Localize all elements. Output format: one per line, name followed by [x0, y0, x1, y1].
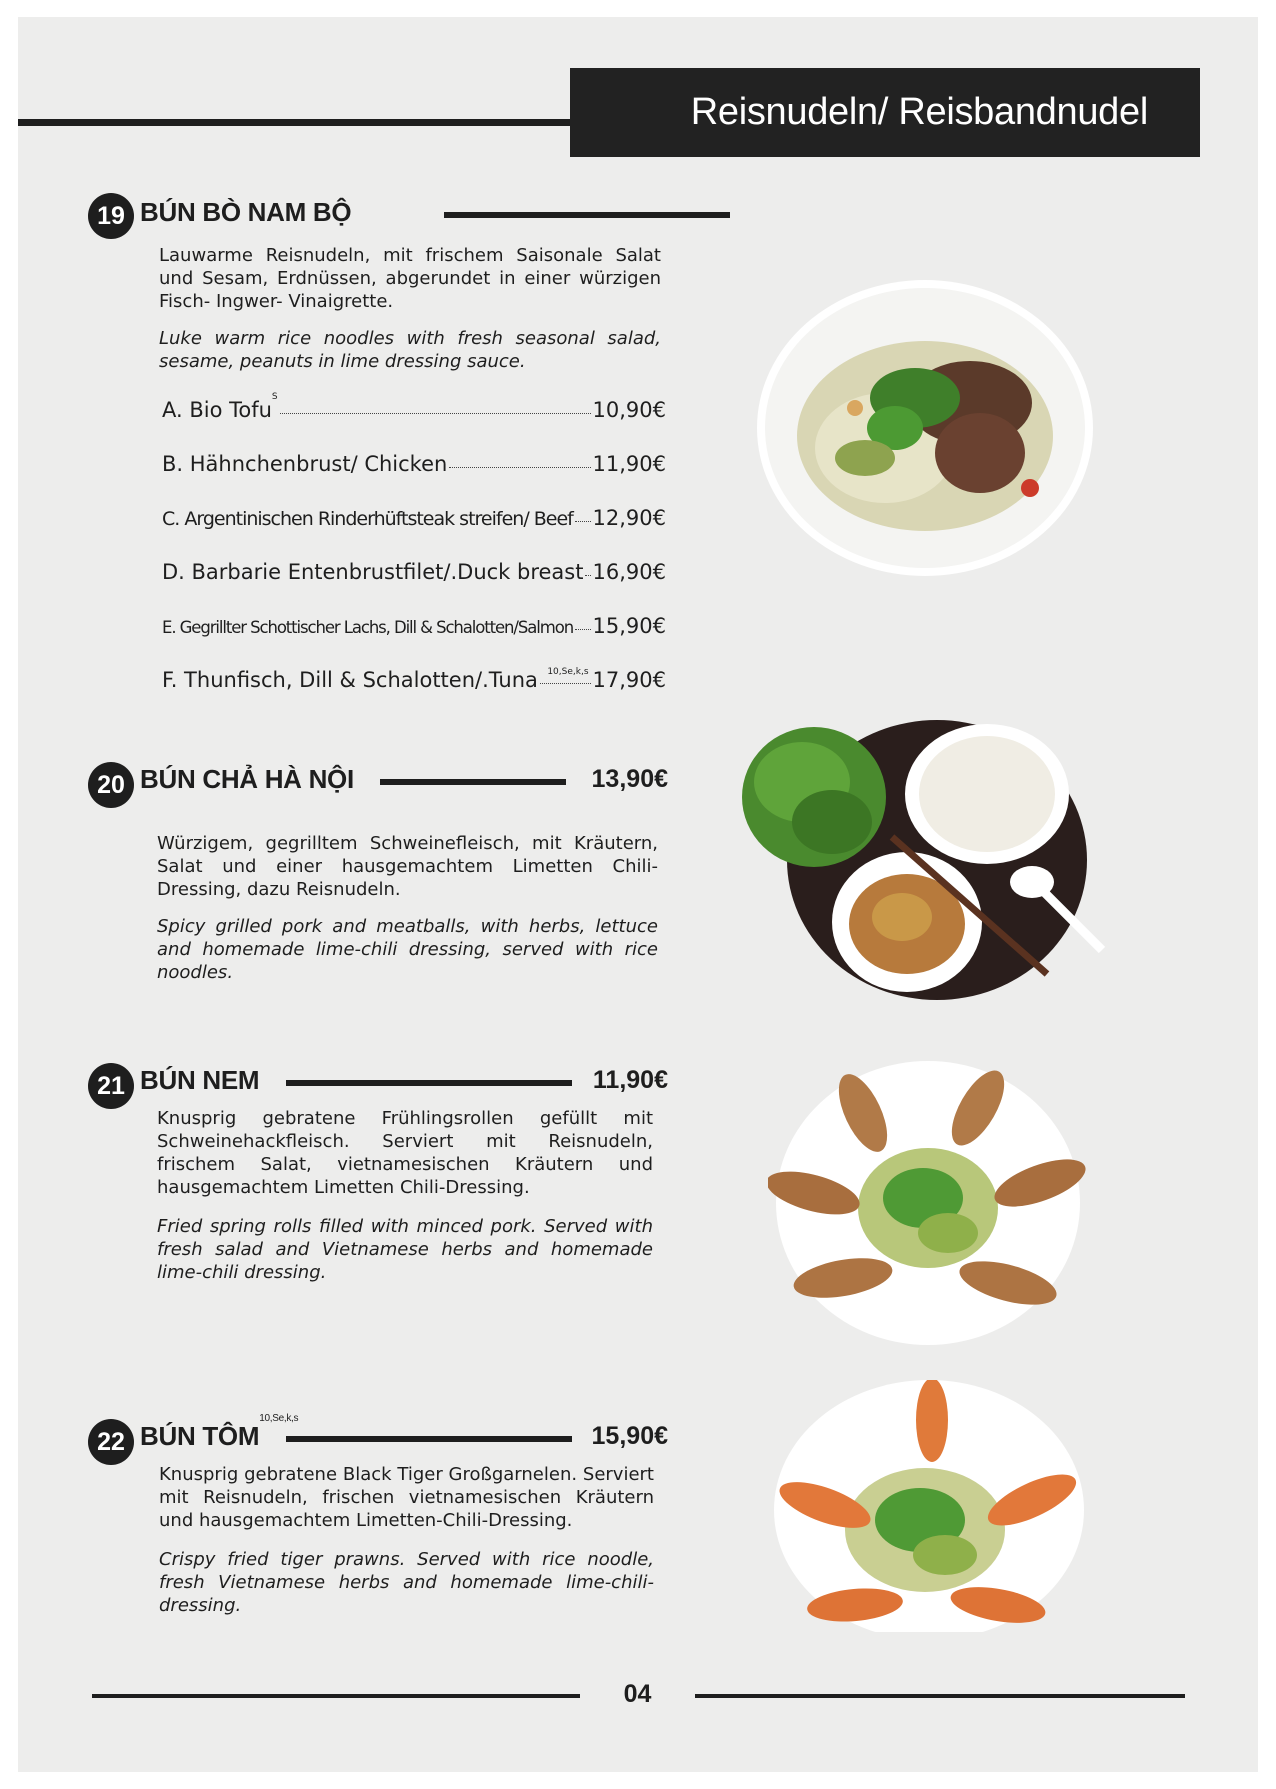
allergen-note: S — [271, 392, 278, 402]
dish-19 — [88, 193, 668, 373]
leader-dots — [585, 575, 590, 576]
variant-row — [162, 668, 666, 722]
allergen-note: 10,Se,k,s — [259, 1413, 299, 1424]
variant-price: 10,90€ — [592, 398, 666, 422]
leader-dots — [280, 413, 591, 414]
dish-number-badge: 20 — [88, 762, 134, 808]
leader-dots — [575, 629, 590, 630]
dish-description-de: Knusprig gebratene Frühlingsrollen gefüllt mit Schweinehackfleisch. Serviert mit Reisnudeln, frischem Salat, vietnamesischen Kräutern und hausgemachtem Limetten Chili-Dressing. — [157, 1108, 653, 1198]
dish-rule — [444, 212, 730, 218]
dish-description-de: Knusprig gebratene Black Tiger Großgarnelen. Serviert mit Reisnudeln, frischen vietnamesischen Kräutern und hausgemachtem Limetten-Chili-Dressing. — [159, 1464, 654, 1531]
dish-21 — [88, 1061, 668, 1284]
header-banner — [570, 68, 1200, 157]
dish-rule — [286, 1080, 572, 1086]
variant-label: E. Gegrillter Schottischer Lachs, Dill & Schalotten/Salmon — [162, 618, 574, 637]
variant-price: 12,90€ — [592, 506, 666, 530]
dish-header — [88, 193, 668, 241]
variant-label: B. Hähnchenbrust/ Chicken — [162, 452, 448, 476]
variant-price: 15,90€ — [592, 614, 666, 638]
dish-number-badge: 22 — [88, 1419, 134, 1465]
variant-row — [162, 392, 666, 452]
dish-description-en: Spicy grilled pork and meatballs, with herbs, lettuce and homemade lime-chili dressing, served with rice noodles. — [157, 916, 658, 983]
allergen-note: 10,Se,k,s — [547, 667, 589, 677]
variant-price: 16,90€ — [592, 560, 666, 584]
dish-price: 11,90€ — [592, 1066, 668, 1094]
dish-rule — [286, 1436, 572, 1442]
dish-header — [88, 1061, 668, 1109]
dish-number-badge: 21 — [88, 1063, 134, 1109]
variant-row — [162, 614, 666, 668]
dish-19-photo — [755, 278, 1095, 578]
dish-21-photo — [768, 1058, 1088, 1348]
variant-label: F. Thunfisch, Dill & Schalotten/.Tuna — [162, 668, 538, 692]
dish-22-photo — [770, 1380, 1088, 1632]
dish-name: BÚN CHẢ HÀ NỘI — [140, 764, 354, 794]
dish-name: BÚN $TÔM^{10,Se,k,s}$ — [140, 1413, 299, 1451]
dish-price: 15,90€ — [591, 1422, 668, 1450]
dish-header — [88, 760, 668, 808]
dish-number-badge: 19 — [88, 193, 134, 239]
page-number: 04 — [623, 1680, 652, 1708]
dish-description-en: Luke warm rice noodles with fresh seasonal salad, sesame, peanuts in lime dressing sauce. — [159, 328, 661, 372]
dish-header — [88, 1413, 668, 1465]
dish-price: 13,90€ — [591, 765, 668, 793]
dish-description-de: Lauwarme Reisnudeln, mit frischem Saisonale Salat und Sesam, Erdnüssen, abgerundet in einer würzigen Fisch- Ingwer- Vinaigrette. — [159, 245, 661, 312]
page-title: Reisnudeln/ Reisbandnudel — [690, 91, 1148, 133]
dish-20-photo — [742, 712, 1112, 1004]
dish-name: BÚN BÒ NAM BỘ — [140, 197, 352, 227]
dish-description-en: Crispy fried tiger prawns. Served with rice noodle, fresh Vietnamese herbs and homemade lime-chili-dressing. — [159, 1549, 654, 1616]
variant-label: A. Bio Tofu$^S$ — [162, 392, 278, 422]
dish-name: BÚN NEM — [140, 1065, 260, 1095]
header-rule — [18, 119, 573, 126]
dish-description-de: Würzigem, gegrilltem Schweinefleisch, mit Kräutern, Salat und einer hausgemachtem Limetten Chili-Dressing, dazu Reisnudeln. — [157, 833, 658, 900]
dish-rule — [380, 779, 566, 785]
variant-label: D. Barbarie Entenbrustfilet/.Duck breast — [162, 560, 584, 584]
variant-label: C. Argentinischen Rinderhüftsteak streifen/ Beef — [162, 508, 573, 530]
leader-dots — [449, 467, 590, 468]
footer-rule-left — [92, 1694, 580, 1698]
footer-rule-right — [695, 1694, 1185, 1698]
variant-price: 11,90€ — [592, 452, 666, 476]
leader-dots — [540, 667, 591, 684]
dish-22 — [88, 1413, 668, 1617]
dish-19-variants — [162, 392, 666, 722]
variant-row — [162, 452, 666, 506]
variant-row — [162, 560, 666, 614]
dish-20 — [88, 760, 668, 984]
variant-row — [162, 506, 666, 560]
dish-description-en: Fried spring rolls filled with minced pork. Served with fresh salad and Vietnamese herbs and homemade lime-chili dressing. — [157, 1216, 653, 1283]
leader-dots — [575, 521, 591, 522]
variant-price: 17,90€ — [592, 668, 666, 692]
